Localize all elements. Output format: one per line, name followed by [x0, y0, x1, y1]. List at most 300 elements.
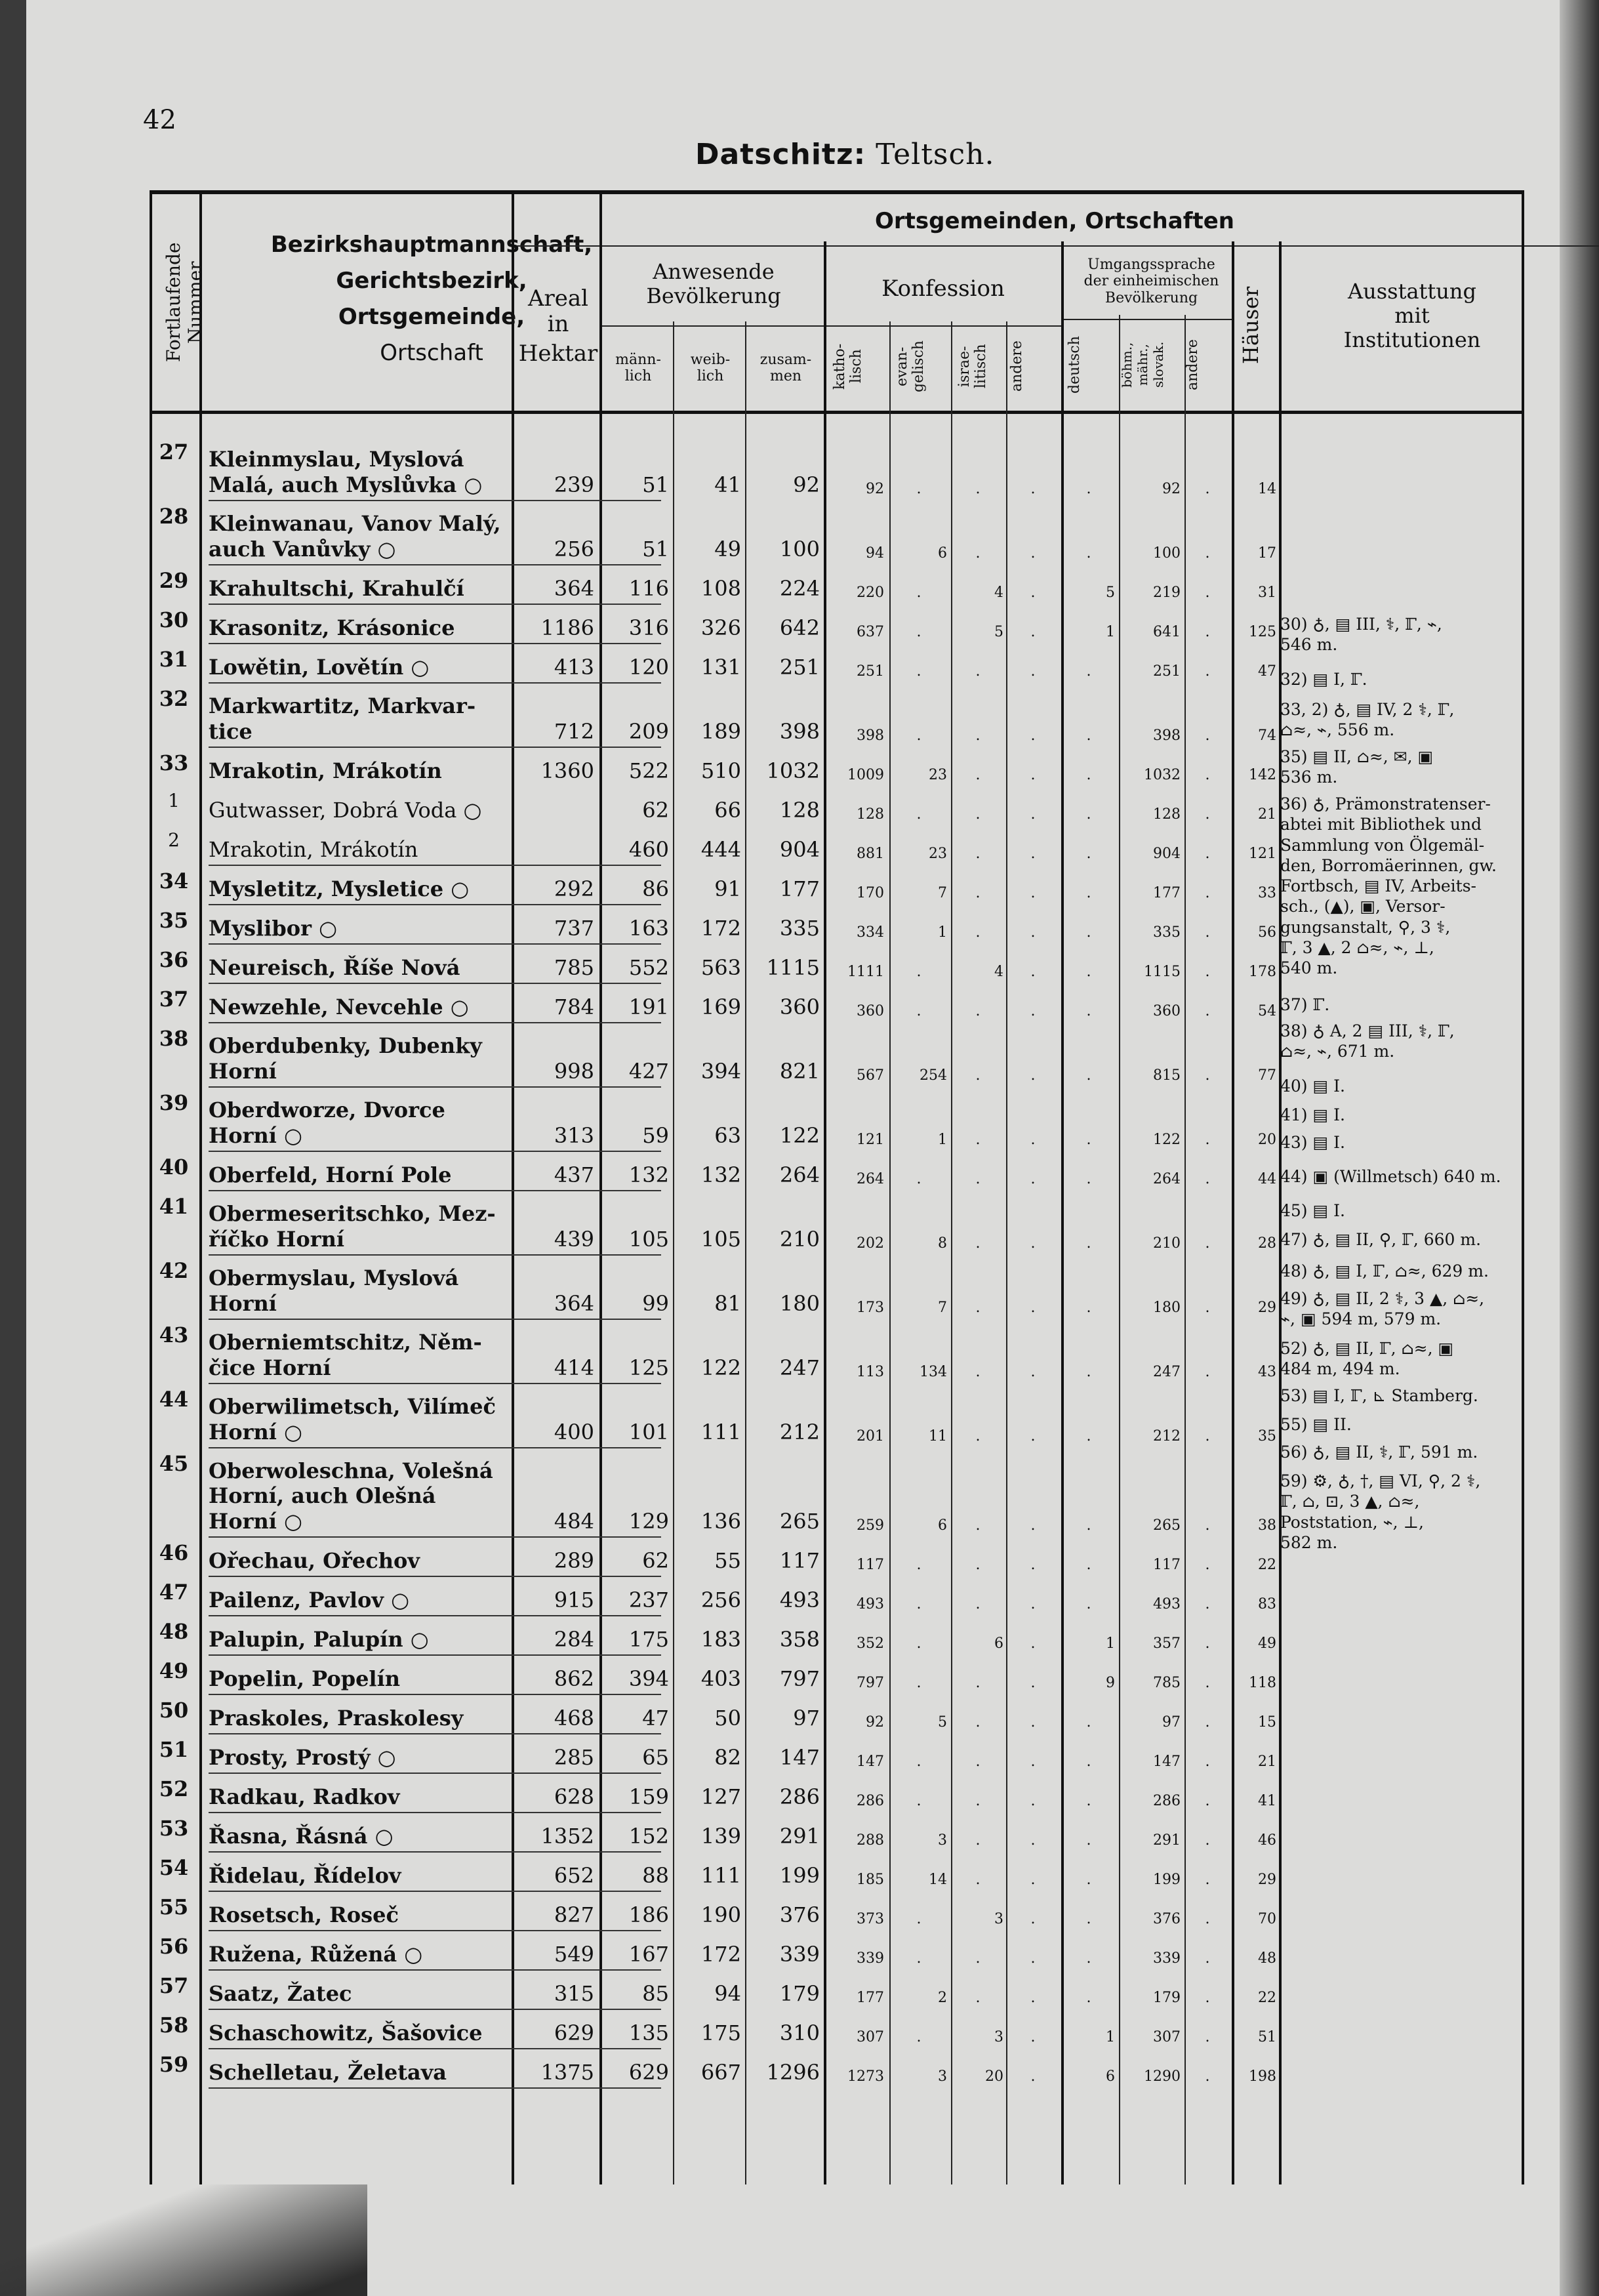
cell-and1: . — [1030, 1753, 1036, 1770]
header-haeuser: Häuser — [1238, 286, 1263, 365]
cell-z: 122 — [779, 1123, 820, 1148]
cell-areal: 413 — [554, 655, 594, 680]
row-number: 43 — [159, 1322, 189, 1347]
cell-evan: . — [916, 1003, 921, 1019]
cell-bohm: 147 — [1153, 1753, 1181, 1770]
cell-z: 179 — [779, 1981, 820, 2006]
institution-entry — [1280, 1229, 1533, 1250]
cell-m: 59 — [642, 1123, 669, 1148]
cell-areal: 256 — [554, 537, 594, 562]
row-number: 33 — [159, 750, 189, 775]
cell-evan: 254 — [920, 1067, 947, 1084]
table-row — [150, 1971, 1524, 2010]
cell-w: 172 — [700, 916, 741, 941]
place-name — [209, 447, 507, 497]
cell-and1: . — [1030, 2029, 1036, 2045]
cell-m: 186 — [628, 1902, 669, 1927]
place-name-line: Krahultschi, Krahulčí — [209, 575, 464, 601]
cell-isr: . — [975, 728, 981, 744]
row-number: 41 — [159, 1194, 189, 1219]
header-sprache-3: Bevölkerung — [1104, 289, 1198, 306]
place-name: Mrakotin, Mrákotín — [209, 836, 418, 862]
cell-and1: . — [1030, 624, 1036, 640]
row-number: 53 — [159, 1816, 189, 1841]
institution-line: ⌂≈, ⌁, 556 m. — [1280, 720, 1395, 740]
place-name-line: Horní ○ — [209, 1419, 302, 1445]
cell-bohm: 180 — [1153, 1300, 1181, 1316]
cell-evan: . — [916, 1171, 921, 1187]
cell-kath: 307 — [857, 2029, 884, 2045]
cell-areal: 1352 — [540, 1824, 594, 1849]
header-z-2: men — [769, 368, 802, 385]
cell-z: 904 — [779, 837, 820, 862]
place-name — [209, 1745, 507, 1770]
cell-m: 460 — [628, 837, 669, 862]
row-number: 36 — [159, 947, 189, 972]
cell-evan: 1 — [938, 924, 947, 941]
cell-kath: 398 — [857, 728, 884, 744]
cell-areal: 629 — [554, 2020, 594, 2045]
table-row — [150, 1695, 1524, 1734]
running-title — [695, 138, 994, 171]
place-name-line: Prosty, Prostý ○ — [209, 1744, 396, 1770]
header-bohm: böhm., mähr., slovak. — [1119, 341, 1166, 388]
cell-bohm: 641 — [1153, 624, 1181, 640]
institution-line: 44) ▣ (Willmetsch) 640 m. — [1280, 1167, 1501, 1186]
cell-evan: . — [916, 1557, 921, 1573]
place-name-line: Oberdubenky, Dubenky — [209, 1033, 482, 1059]
cell-w: 127 — [700, 1784, 741, 1809]
table-row — [150, 1616, 1524, 1656]
cell-haus: 29 — [1258, 1872, 1276, 1888]
cell-z: 128 — [779, 798, 820, 823]
cell-bohm: 360 — [1153, 1003, 1181, 1019]
book-spine — [0, 0, 26, 2296]
place-name-line: Lowětin, Lovětín ○ — [209, 654, 430, 680]
place-name-line: auch Vanůvky ○ — [209, 536, 396, 562]
cell-m: 209 — [628, 719, 669, 744]
cell-kath: 121 — [857, 1132, 884, 1148]
cell-w: 444 — [700, 837, 741, 862]
cell-deut: . — [1086, 545, 1091, 562]
cell-z: 335 — [779, 916, 820, 941]
table-row — [150, 437, 1524, 501]
cell-deut: . — [1086, 1364, 1091, 1380]
cell-deut: . — [1086, 1714, 1091, 1731]
cell-m: 116 — [628, 576, 669, 601]
cell-deut: 1 — [1106, 624, 1115, 640]
cell-evan: . — [916, 481, 921, 497]
cell-bohm: 212 — [1153, 1428, 1181, 1445]
header-ausst-3: Institutionen — [1343, 327, 1481, 352]
cell-evan: 134 — [920, 1364, 947, 1380]
cell-isr: 6 — [994, 1635, 1003, 1652]
cell-bohm: 122 — [1153, 1132, 1181, 1148]
cell-evan: 7 — [938, 885, 947, 901]
header-z — [746, 352, 825, 385]
place-name — [209, 1588, 507, 1612]
cell-areal: 998 — [554, 1059, 594, 1084]
cell-haus: 29 — [1258, 1300, 1276, 1316]
place-name-line: Kleinmyslau, Myslová — [209, 447, 464, 472]
institution-line: 540 m. — [1280, 958, 1338, 977]
cell-m: 629 — [628, 2060, 669, 2085]
cell-deut: . — [1086, 1832, 1091, 1849]
cell-and1: . — [1030, 1428, 1036, 1445]
place-name-line: Rosetsch, Roseč — [209, 1902, 399, 1927]
cell-haus: 56 — [1258, 924, 1276, 941]
cell-and1: . — [1030, 885, 1036, 901]
cell-isr: . — [975, 767, 981, 783]
cell-m: 175 — [628, 1627, 669, 1652]
place-name — [209, 1201, 507, 1252]
place-name — [209, 1902, 507, 1927]
cell-and1: . — [1030, 964, 1036, 980]
cell-evan: 5 — [938, 1714, 947, 1731]
cell-bohm: 286 — [1153, 1793, 1181, 1809]
cell-m: 163 — [628, 916, 669, 941]
cell-haus: 41 — [1258, 1793, 1276, 1809]
cell-m: 135 — [628, 2020, 669, 2045]
cell-isr: . — [975, 1714, 981, 1731]
institution-line: 38) ♁ A, 2 ▤ III, ⚕, ℾ, — [1280, 1021, 1455, 1040]
cell-and1: . — [1030, 1517, 1036, 1534]
cell-z: 1032 — [766, 758, 820, 783]
cell-kath: 170 — [857, 885, 884, 901]
place-name-line: Krasonitz, Krásonice — [209, 615, 455, 640]
cell-isr: . — [975, 663, 981, 680]
cell-evan: . — [916, 1793, 921, 1809]
cell-and1: . — [1030, 1635, 1036, 1652]
table-row — [150, 565, 1524, 605]
place-name — [209, 1824, 507, 1849]
place-name-line: Oberniemtschitz, Něm- — [209, 1330, 482, 1355]
cell-z: 180 — [779, 1291, 820, 1316]
row-number: 40 — [159, 1155, 189, 1179]
institution-line: 37) ℾ. — [1280, 995, 1330, 1014]
cell-and2: . — [1205, 2029, 1210, 2045]
cell-kath: 251 — [857, 663, 884, 680]
cell-and2: . — [1205, 885, 1210, 901]
cell-haus: 46 — [1258, 1832, 1276, 1849]
cell-bohm: 493 — [1153, 1596, 1181, 1612]
cell-bohm: 785 — [1153, 1675, 1181, 1691]
cell-isr: . — [975, 1428, 981, 1445]
cell-z: 398 — [779, 719, 820, 744]
cell-bohm: 251 — [1153, 663, 1181, 680]
cell-isr: . — [975, 1675, 981, 1691]
cell-bohm: 291 — [1153, 1832, 1181, 1849]
institution-line: Poststation, ⌁, ⊥, — [1280, 1512, 1425, 1532]
place-name — [209, 1666, 507, 1691]
page-number: 42 — [143, 105, 176, 135]
cell-areal: 549 — [554, 1942, 594, 1967]
cell-evan: 7 — [938, 1300, 947, 1316]
statistics-table — [150, 190, 1524, 2184]
cell-deut: . — [1086, 1596, 1091, 1612]
place-name-line: Markwartitz, Markvar- — [209, 693, 476, 719]
cell-z: 100 — [779, 537, 820, 562]
cell-areal: 712 — [554, 719, 594, 744]
cell-and2: . — [1205, 2068, 1210, 2085]
place-name-line: Oberfeld, Horní Pole — [209, 1162, 452, 1187]
institution-line: 53) ▤ I, ℾ, ⊾ Stamberg. — [1280, 1386, 1478, 1405]
cell-w: 108 — [700, 576, 741, 601]
cell-and2: . — [1205, 1517, 1210, 1534]
cell-w: 49 — [714, 537, 741, 562]
place-name — [209, 1784, 507, 1809]
place-name-line: Schaschowitz, Šašovice — [209, 2020, 483, 2045]
cell-and1: . — [1030, 663, 1036, 680]
place-name-line: Myslibor ○ — [209, 915, 337, 941]
cell-z: 247 — [779, 1355, 820, 1380]
cell-w: 105 — [700, 1227, 741, 1252]
cell-deut: . — [1086, 1793, 1091, 1809]
row-number: 29 — [159, 568, 189, 593]
institution-entry — [1280, 1442, 1533, 1462]
cell-w: 183 — [700, 1627, 741, 1652]
cell-bohm: 92 — [1162, 481, 1181, 497]
cell-z: 310 — [779, 2020, 820, 2045]
cell-bohm: 307 — [1153, 2029, 1181, 2045]
cell-z: 339 — [779, 1942, 820, 1967]
cell-isr: . — [975, 1793, 981, 1809]
header-m-2: lich — [624, 368, 652, 385]
row-number: 59 — [159, 2052, 189, 2077]
institution-line: 536 m. — [1280, 768, 1338, 787]
page-edge — [1560, 0, 1599, 2296]
institution-line: 40) ▤ I. — [1280, 1076, 1345, 1096]
cell-w: 510 — [700, 758, 741, 783]
row-number: 28 — [159, 504, 189, 529]
institution-line: 484 m, 494 m. — [1280, 1359, 1400, 1379]
cell-kath: 637 — [857, 624, 884, 640]
cell-and1: . — [1030, 2068, 1036, 2085]
header-w-2: lich — [697, 368, 724, 385]
cell-and2: . — [1205, 1364, 1210, 1380]
cell-haus: 21 — [1258, 1753, 1276, 1770]
header-z-1: zusam- — [759, 352, 812, 368]
cell-and1: . — [1030, 584, 1036, 601]
institution-line: 52) ♁, ▤ II, ℾ, ⌂≈, ▣ — [1280, 1339, 1454, 1358]
cell-isr: . — [975, 1235, 981, 1252]
cell-areal: 437 — [554, 1162, 594, 1187]
cell-evan: . — [916, 1950, 921, 1967]
cell-and1: . — [1030, 481, 1036, 497]
cell-z: 642 — [779, 615, 820, 640]
cell-kath: 202 — [857, 1235, 884, 1252]
cell-and1: . — [1030, 545, 1036, 562]
cell-deut: . — [1086, 663, 1091, 680]
cell-evan: . — [916, 1911, 921, 1927]
row-number: 44 — [159, 1387, 189, 1412]
cell-z: 493 — [779, 1588, 820, 1612]
cell-z: 291 — [779, 1824, 820, 1849]
cell-isr: . — [975, 1364, 981, 1380]
cell-w: 111 — [700, 1420, 741, 1445]
cell-bohm: 219 — [1153, 584, 1181, 601]
row-number: 34 — [159, 869, 189, 893]
cell-areal: 737 — [554, 916, 594, 941]
cell-deut: . — [1086, 1517, 1091, 1534]
cell-deut: . — [1086, 1950, 1091, 1967]
place-name — [209, 876, 507, 901]
cell-areal: 439 — [554, 1227, 594, 1252]
cell-bohm: 339 — [1153, 1950, 1181, 1967]
cell-w: 563 — [700, 955, 741, 980]
cell-areal: 784 — [554, 994, 594, 1019]
header-m-1: männ- — [615, 352, 661, 368]
cell-deut: . — [1086, 885, 1091, 901]
place-name-line: Saatz, Žatec — [209, 1980, 352, 2006]
cell-and2: . — [1205, 584, 1210, 601]
cell-haus: 33 — [1258, 885, 1276, 901]
institution-entry — [1280, 1076, 1533, 1096]
place-name-line: Ružena, Růžená ○ — [209, 1941, 423, 1967]
cell-haus: 43 — [1258, 1364, 1276, 1380]
place-name — [209, 615, 507, 640]
header-ausst-2: mit — [1394, 302, 1430, 328]
cell-m: 62 — [642, 798, 669, 823]
institution-line: 59) ⚙, ♁, †, ▤ VI, ⚲, 2 ⚕, — [1280, 1471, 1481, 1490]
table-row — [150, 1577, 1524, 1616]
cell-kath: 185 — [857, 1872, 884, 1888]
table-header — [150, 190, 1524, 414]
cell-haus: 83 — [1258, 1596, 1276, 1612]
place-name-line: Neureisch, Říše Nová — [209, 954, 460, 980]
place-name — [209, 955, 507, 980]
corner-shadow — [0, 2184, 367, 2296]
header-ausst-1: Ausstattung — [1348, 279, 1476, 304]
cell-haus: 35 — [1258, 1428, 1276, 1445]
cell-and1: . — [1030, 1132, 1036, 1148]
place-name-line: Schelletau, Želetava — [209, 2059, 447, 2085]
cell-and2: . — [1205, 1171, 1210, 1187]
cell-z: 265 — [779, 1509, 820, 1534]
institution-line: abtei mit Bibliothek und — [1280, 815, 1482, 834]
cell-and2: . — [1205, 1067, 1210, 1084]
header-sprache-rule — [1063, 319, 1234, 320]
place-name-line: Newzehle, Nevcehle ○ — [209, 994, 469, 1019]
cell-and2: . — [1205, 663, 1210, 680]
cell-areal: 1186 — [540, 615, 594, 640]
cell-w: 403 — [700, 1666, 741, 1691]
table-row — [150, 1892, 1524, 1931]
institution-entry — [1280, 1200, 1533, 1221]
cell-areal: 364 — [554, 1291, 594, 1316]
cell-m: 427 — [628, 1059, 669, 1084]
place-name-line: Kleinwanau, Vanov Malý, — [209, 511, 501, 537]
cell-bohm: 199 — [1153, 1872, 1181, 1888]
cell-evan: . — [916, 2029, 921, 2045]
cell-and1: . — [1030, 1171, 1036, 1187]
cell-haus: 28 — [1258, 1235, 1276, 1252]
cell-kath: 173 — [857, 1300, 884, 1316]
row-divider — [209, 2087, 661, 2089]
place-name-line: Radkau, Radkov — [209, 1784, 400, 1809]
cell-evan: 1 — [938, 1132, 947, 1148]
cell-areal: 289 — [554, 1548, 594, 1573]
cell-evan: . — [916, 1635, 921, 1652]
cell-bohm: 357 — [1153, 1635, 1181, 1652]
place-name-line: Horní — [209, 1058, 277, 1084]
cell-z: 360 — [779, 994, 820, 1019]
institution-line: den, Borromäerinnen, gw. — [1280, 855, 1497, 875]
cell-evan: . — [916, 663, 921, 680]
cell-haus: 47 — [1258, 663, 1276, 680]
cell-haus: 49 — [1258, 1635, 1276, 1652]
cell-deut: . — [1086, 1872, 1091, 1888]
cell-z: 212 — [779, 1420, 820, 1445]
cell-and1: . — [1030, 767, 1036, 783]
header-areal-1: Areal — [527, 285, 589, 312]
cell-m: 191 — [628, 994, 669, 1019]
institution-line: 41) ▤ I. — [1280, 1105, 1345, 1124]
cell-kath: 177 — [857, 1990, 884, 2006]
cell-evan: 8 — [938, 1235, 947, 1252]
cell-isr: 5 — [994, 624, 1003, 640]
cell-evan: . — [916, 1596, 921, 1612]
institution-line: Sammlung von Ölgemäl- — [1280, 835, 1485, 855]
cell-kath: 264 — [857, 1171, 884, 1187]
place-name-line: Mysletitz, Mysletice ○ — [209, 876, 470, 901]
cell-kath: 259 — [857, 1517, 884, 1534]
cell-deut: . — [1086, 481, 1091, 497]
row-number: 50 — [159, 1698, 189, 1723]
cell-z: 821 — [779, 1059, 820, 1084]
cell-isr: 3 — [994, 1911, 1003, 1927]
cell-m: 129 — [628, 1509, 669, 1534]
institution-line: 49) ♁, ▤ II, 2 ⚕, 3 ▲, ⌂≈, — [1280, 1289, 1485, 1308]
cell-haus: 118 — [1249, 1675, 1276, 1691]
cell-deut: . — [1086, 1003, 1091, 1019]
cell-isr: . — [975, 545, 981, 562]
cell-bohm: 1290 — [1144, 2068, 1181, 2085]
institution-entry — [1280, 1105, 1533, 1125]
cell-haus: 48 — [1258, 1950, 1276, 1967]
place-name-line: Popelin, Popelín — [209, 1666, 400, 1691]
cell-m: 167 — [628, 1942, 669, 1967]
institution-entry — [1280, 1338, 1533, 1380]
header-name-line2: Gerichtsbezirk, — [336, 268, 527, 295]
cell-evan: . — [916, 964, 921, 980]
cell-isr: . — [975, 1596, 981, 1612]
cell-deut: . — [1086, 1300, 1091, 1316]
cell-m: 316 — [628, 615, 669, 640]
cell-deut: . — [1086, 924, 1091, 941]
institution-entry — [1280, 669, 1533, 689]
place-name-line: Oberwoleschna, Volešná — [209, 1458, 493, 1483]
institution-line: 35) ▤ II, ⌂≈, ✉, ▣ — [1280, 747, 1434, 766]
cell-w: 63 — [714, 1123, 741, 1148]
place-name — [209, 2060, 507, 2085]
cell-m: 394 — [628, 1666, 669, 1691]
header-deutsch: deutsch — [1066, 336, 1083, 394]
place-name — [209, 1942, 507, 1967]
table-row — [150, 1774, 1524, 1813]
cell-and1: . — [1030, 1596, 1036, 1612]
institution-line: 33, 2) ♁, ▤ IV, 2 ⚕, ℾ, — [1280, 700, 1455, 719]
row-number: 58 — [159, 2013, 189, 2038]
header-sprache-1: Umgangssprache — [1087, 256, 1215, 273]
cell-w: 190 — [700, 1902, 741, 1927]
cell-areal: 1360 — [540, 758, 594, 783]
row-number: 57 — [159, 1973, 189, 1998]
cell-bohm: 264 — [1153, 1171, 1181, 1187]
cell-areal: 652 — [554, 1863, 594, 1888]
cell-and1: . — [1030, 1832, 1036, 1849]
cell-w: 66 — [714, 798, 741, 823]
